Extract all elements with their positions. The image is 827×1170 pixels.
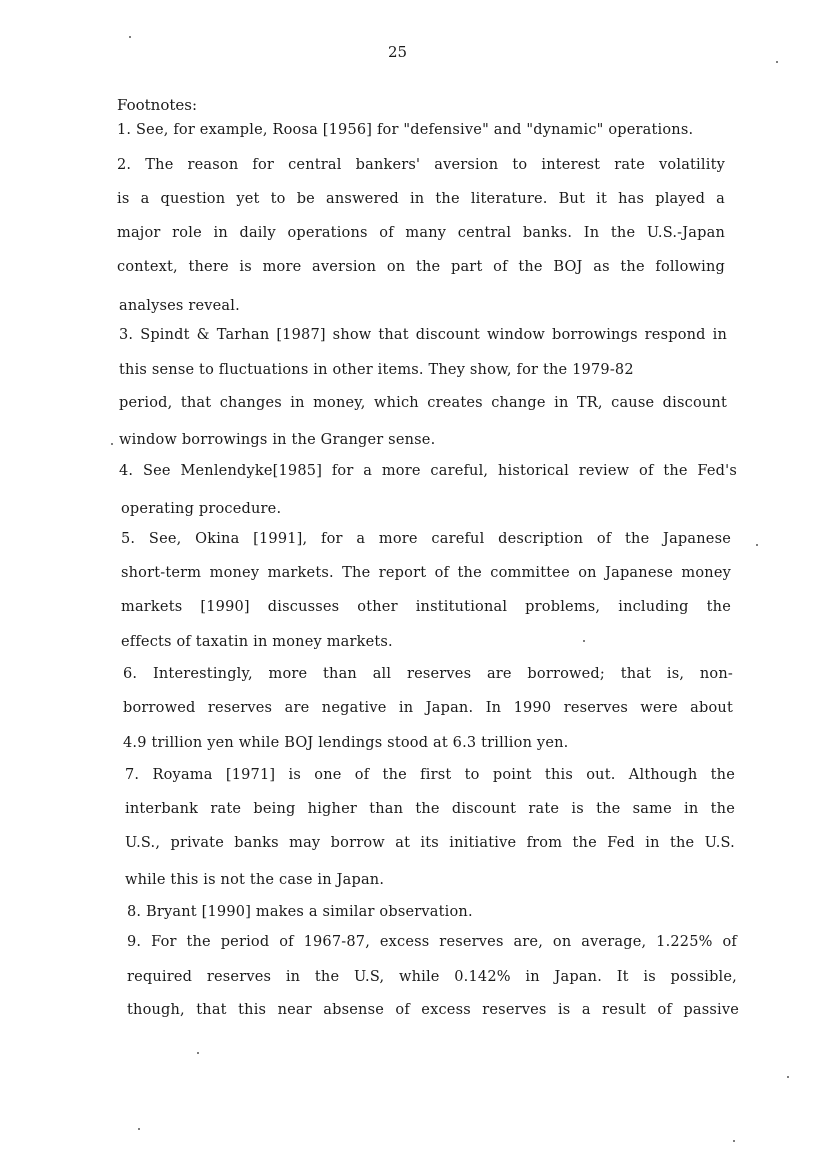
- footnote-2-line-1: 2. The reason for central bankers' aversion to interest rate volatility: [117, 157, 725, 173]
- footnote-5-line-4: effects of taxatin in money markets.: [121, 634, 393, 650]
- footnote-2-line-4: context, there is more aversion on the part of the BOJ as the following: [117, 259, 725, 275]
- footnote-4-line-2: operating procedure.: [121, 501, 282, 517]
- footnote-5-line-2: short-term money markets. The report of the committee on Japanese money: [121, 565, 731, 581]
- footnote-7-line-2: interbank rate being higher than the discount rate is the same in the: [125, 801, 735, 817]
- footnote-1-line-1: 1. See, for example, Roosa [1956] for "defensive" and "dynamic" operations.: [117, 122, 694, 138]
- footnote-6-line-2: borrowed reserves are negative in Japan. In 1990 reserves were about: [123, 700, 733, 716]
- footnote-6-line-3: 4.9 trillion yen while BOJ lendings stood at 6.3 trillion yen.: [123, 735, 569, 751]
- footnote-3-line-4: window borrowings in the Granger sense.: [119, 432, 436, 448]
- footnote-9-line-2: required reserves in the U.S, while 0.142% in Japan. It is possible,: [127, 969, 737, 985]
- scan-speck: [111, 443, 113, 445]
- footnote-3-line-1: 3. Spindt & Tarhan [1987] show that discount window borrowings respond in: [119, 327, 727, 343]
- footnote-4-line-1: 4. See Menlendyke[1985] for a more careful, historical review of the Fed's: [119, 463, 737, 479]
- scan-speck: [776, 61, 778, 63]
- footnote-7-line-1: 7. Royama [1971] is one of the first to point this out. Although the: [125, 767, 735, 783]
- scan-speck: [583, 640, 585, 642]
- footnote-8-line-1: 8. Bryant [1990] makes a similar observation.: [127, 904, 473, 920]
- footnote-3-line-2: this sense to fluctuations in other items. They show, for the 1979-82: [119, 362, 634, 378]
- footnote-7-line-4: while this is not the case in Japan.: [125, 872, 385, 888]
- scan-speck: [756, 544, 758, 546]
- footnote-6-line-1: 6. Interestingly, more than all reserves are borrowed; that is, non-: [123, 666, 733, 682]
- page-number: 25: [387, 43, 408, 61]
- scan-speck: [138, 1128, 140, 1130]
- scan-speck: [787, 1076, 789, 1078]
- footnote-7-line-3: U.S., private banks may borrow at its initiative from the Fed in the U.S.: [125, 835, 735, 851]
- footnote-9-line-1: 9. For the period of 1967-87, excess reserves are, on average, 1.225% of: [127, 934, 737, 950]
- scan-speck: [197, 1052, 199, 1054]
- scan-speck: [129, 36, 131, 38]
- footnote-2-line-5: analyses reveal.: [119, 298, 240, 314]
- footnote-2-line-2: is a question yet to be answered in the literature. But it has played a: [117, 191, 725, 207]
- footnote-2-line-3: major role in daily operations of many central banks. In the U.S.-Japan: [117, 225, 725, 241]
- footnote-3-line-3: period, that changes in money, which creates change in TR, cause discount: [119, 395, 727, 411]
- footnote-5-line-1: 5. See, Okina [1991], for a more careful description of the Japanese: [121, 531, 731, 547]
- footnote-9-line-3: though, that this near absense of excess reserves is a result of passive: [127, 1002, 739, 1018]
- footnote-5-line-3: markets [1990] discusses other institutional problems, including the: [121, 599, 731, 615]
- scan-speck: [733, 1140, 735, 1142]
- footnotes-heading: Footnotes:: [117, 96, 198, 114]
